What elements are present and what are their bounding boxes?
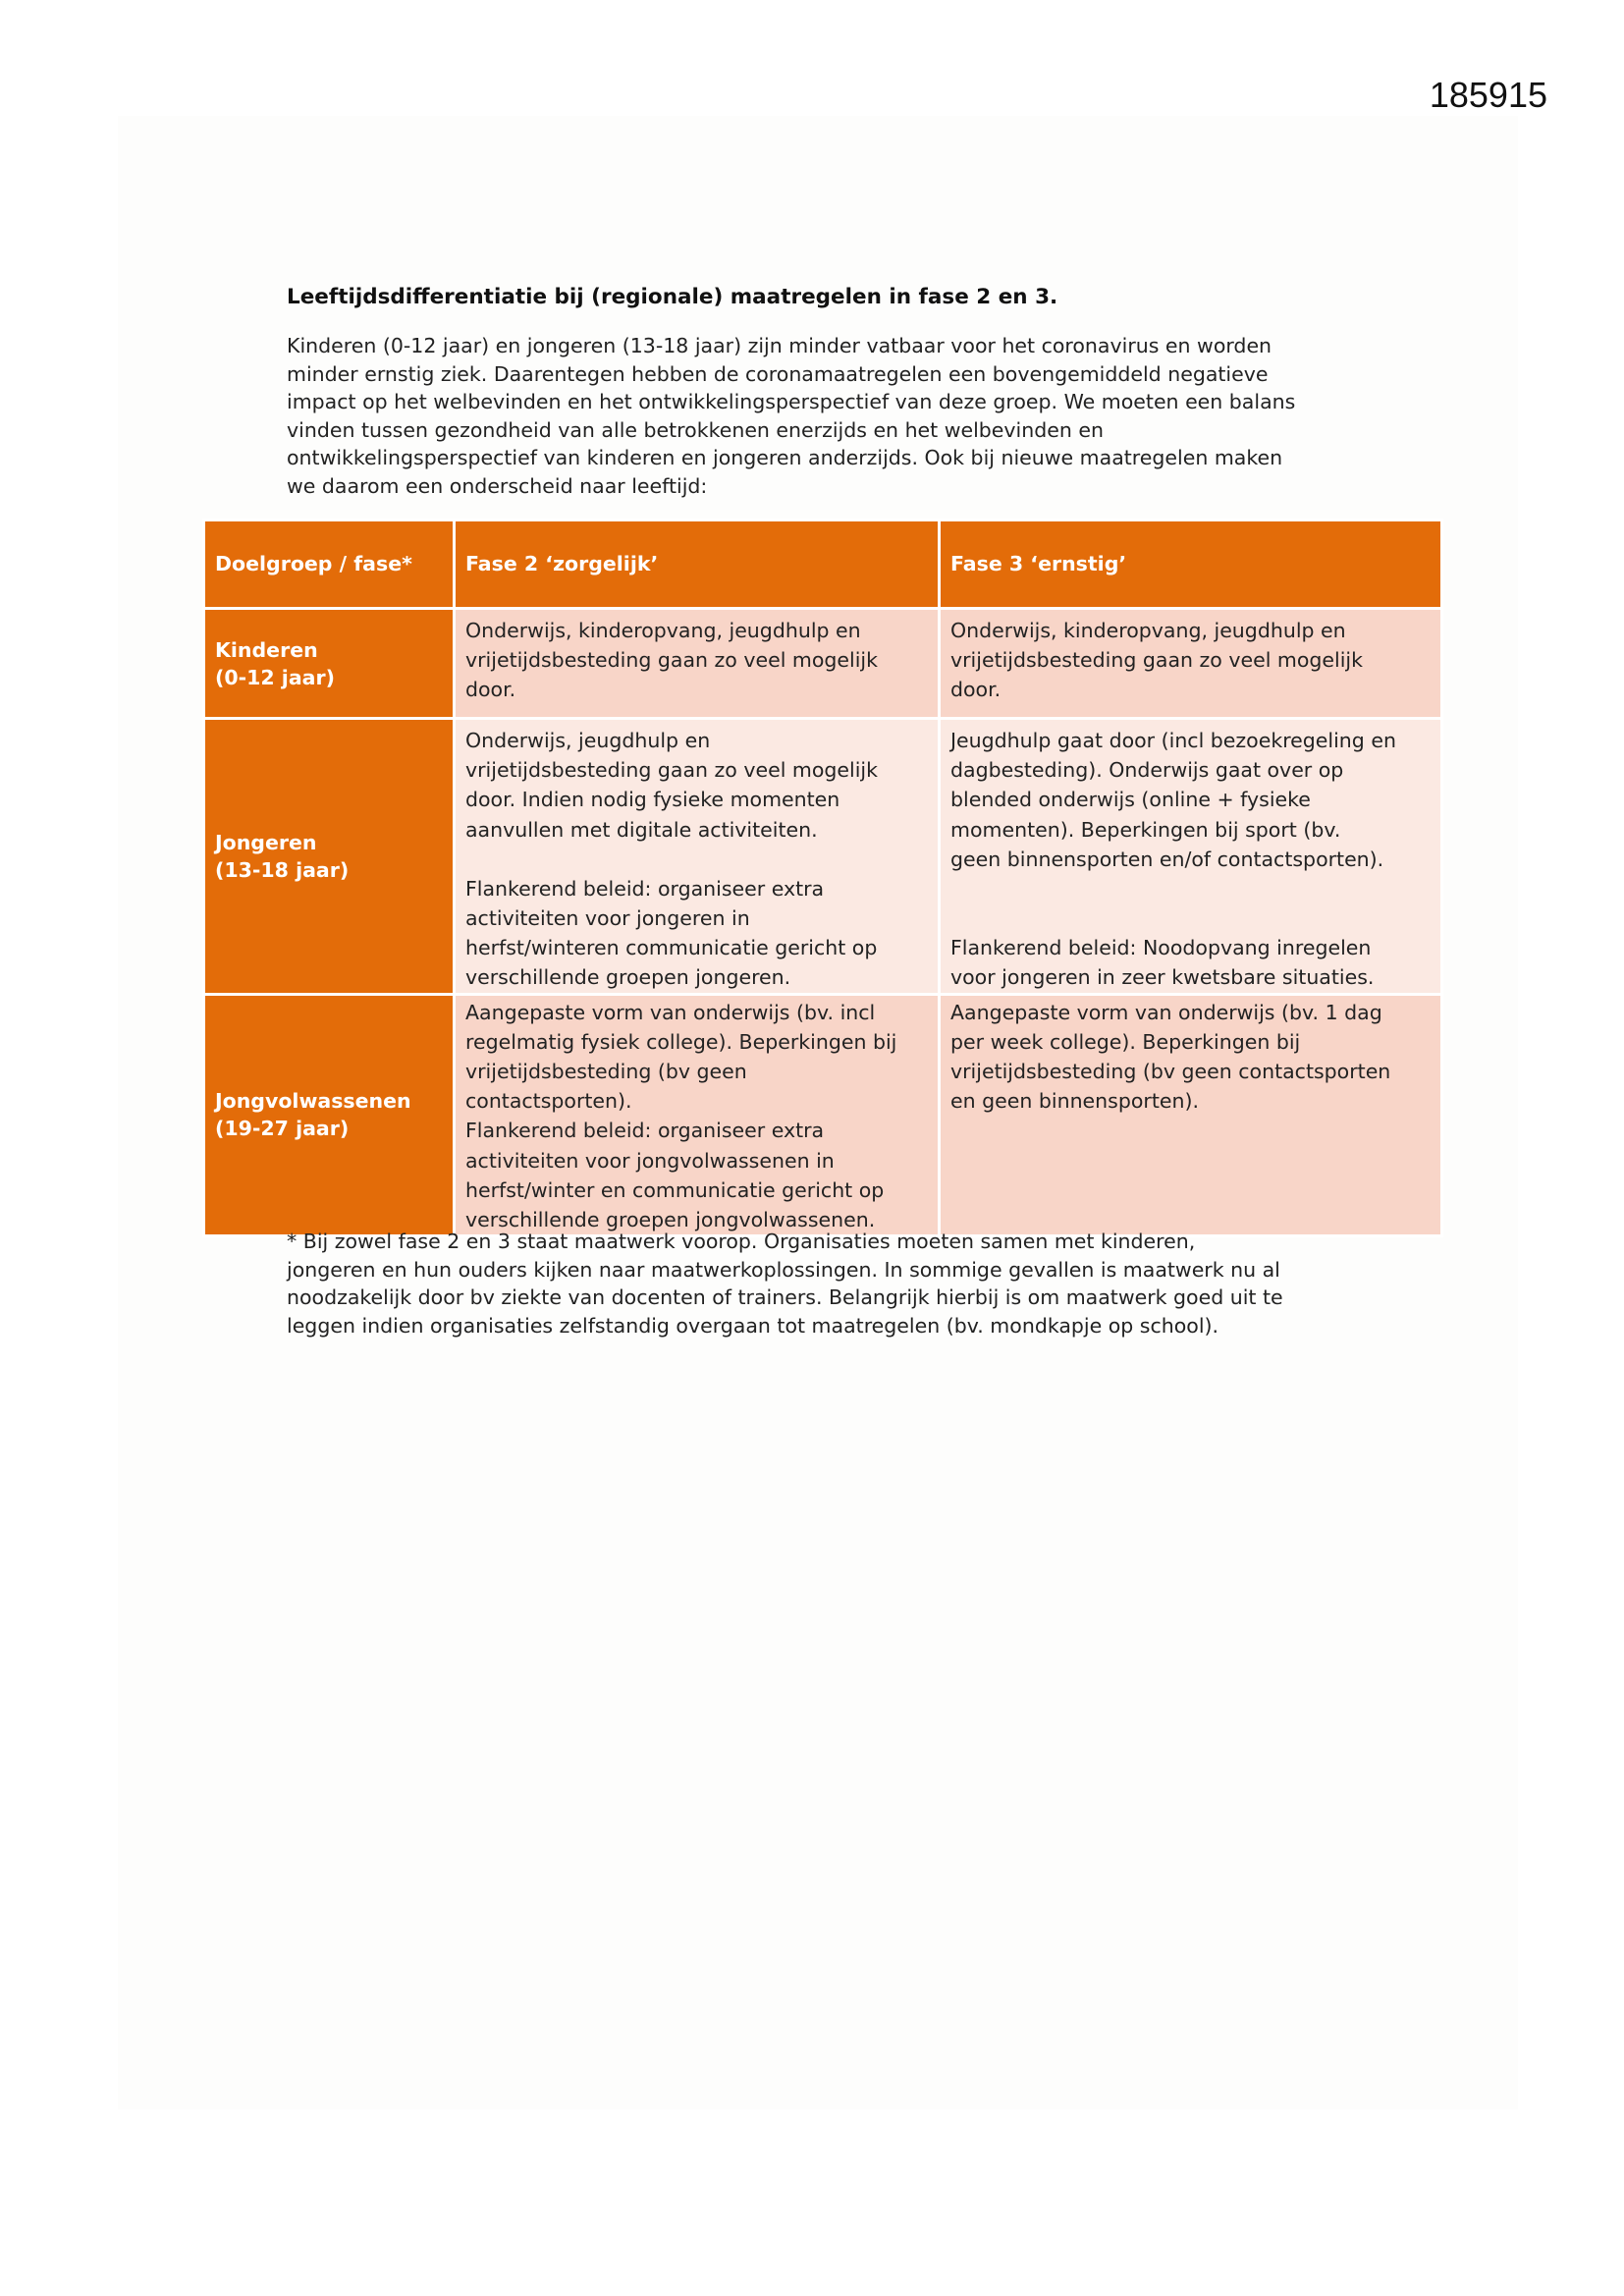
intro-line: ontwikkelingsperspectief van kinderen en jongeren anderzijds. Ook bij nieuwe maatregelen maken [287,446,1283,469]
cell-phase-3 [940,994,1442,1236]
cell-line: dagbesteding). Onderwijs gaat over op [950,758,1344,783]
cell-line: Aangepaste vorm van onderwijs (bv. incl [465,1000,876,1024]
cell-line: vrijetijdsbesteding (bv geen [465,1060,747,1084]
cell-line: vrijetijdsbesteding gaan zo veel mogelijk [465,648,878,673]
cell-line: momenten). Beperkingen bij sport (bv. [950,817,1341,842]
table-row-jongeren [204,719,1442,995]
intro-line: vinden tussen gezondheid van alle betrokkenen enerzijds en het welbevinden en [287,417,1104,442]
cell-phase-2 [455,994,940,1236]
cell-phase-3 [940,609,1442,719]
cell-line: vrijetijdsbesteding (bv geen contactsporten [950,1060,1391,1084]
group-name: Jongeren [215,830,317,854]
group-age: (19-27 jaar) [215,1117,350,1141]
cell-line: verschillende groepen jongvolwassenen. [465,1208,876,1232]
group-cell-kinderen [204,609,455,719]
cell-line: regelmatig fysiek college). Beperkingen bij [465,1029,897,1054]
intro-line: minder ernstig ziek. Daarentegen hebben de coronamaatregelen een bovengemiddeld negatieve [287,361,1269,386]
cell-line: herfst/winter en communicatie gericht op [465,1177,885,1202]
cell-phase-2 [455,719,940,995]
cell-line: geen binnensporten en/of contactsporten). [950,847,1384,871]
intro-line: Kinderen (0-12 jaar) en jongeren (13-18 jaar) zijn minder vatbaar voor het coronavirus en worden [287,334,1272,357]
group-age: (0-12 jaar) [215,665,335,689]
document-id: 185915 [1429,75,1547,115]
cell-line: door. Indien nodig fysieke momenten [465,788,840,812]
measures-table [202,519,1443,1237]
footnote-line: leggen indien organisaties zelfstandig overgaan tot maatregelen (bv. mondkapje op school). [287,1313,1219,1338]
intro-paragraph [287,332,1367,500]
cell-line: herfst/winteren communicatie gericht op [465,936,878,960]
cell-line: Onderwijs, kinderopvang, jeugdhulp en [465,619,861,642]
header-phase-2: Fase 2 ‘zorgelijk’ [455,520,940,609]
cell-line: verschillende groepen jongeren. [465,965,791,990]
cell-gap [950,903,1431,933]
document-title: Leeftijdsdifferentiatie bij (regionale) maatregelen in fase 2 en 3. [287,285,1058,309]
cell-line: Aangepaste vorm van onderwijs (bv. 1 dag [950,1000,1382,1024]
cell-line: voor jongeren in zeer kwetsbare situaties. [950,965,1375,990]
group-cell-jongeren [204,719,455,995]
cell-line: Onderwijs, jeugdhulp en [465,729,711,752]
cell-line: vrijetijdsbesteding gaan zo veel mogelijk [465,758,878,783]
cell-line: contactsporten). [465,1089,632,1114]
cell-line: vrijetijdsbesteding gaan zo veel mogelijk [950,648,1363,673]
group-age: (13-18 jaar) [215,857,350,882]
header-target-group: Doelgroep / fase* [204,520,455,609]
group-cell-jongvolwassenen [204,994,455,1236]
footnote-line: jongeren en hun ouders kijken naar maatwerkoplossingen. In sommige gevallen is maatwerk nu al [287,1257,1280,1282]
footnote-line: * Bij zowel fase 2 en 3 staat maatwerk voorop. Organisaties moeten samen met kinderen, [287,1230,1196,1253]
cell-gap [465,845,928,874]
cell-line: door. [950,678,1001,702]
cell-phase-2 [455,609,940,719]
cell-line: activiteiten voor jongeren in [465,906,750,931]
footnote [287,1228,1283,1339]
intro-line: impact op het welbevinden en het ontwikkelingsperspectief van deze groep. We moeten een balans [287,390,1296,413]
cell-line: Flankerend beleid: Noodopvang inregelen [950,936,1372,960]
cell-line: Onderwijs, kinderopvang, jeugdhulp en [950,619,1346,642]
cell-line: Jeugdhulp gaat door (incl bezoekregeling en [950,729,1396,752]
cell-line: Flankerend beleid: organiseer extra [465,876,825,901]
header-phase-3: Fase 3 ‘ernstig’ [940,520,1442,609]
cell-gap [950,874,1431,903]
cell-line: blended onderwijs (online + fysieke [950,788,1311,812]
footnote-line: noodzakelijk door bv ziekte van docenten of trainers. Belangrijk hierbij is om maatwerk goed uit te [287,1285,1283,1309]
group-name: Kinderen [215,637,318,662]
table-row-jongvolwassenen [204,994,1442,1236]
cell-line: Flankerend beleid: organiseer extra [465,1119,825,1143]
table-header-row [204,520,1442,609]
cell-line: aanvullen met digitale activiteiten. [465,817,818,842]
cell-line: activiteiten voor jongvolwassenen in [465,1148,835,1173]
cell-line: en geen binnensporten). [950,1089,1199,1114]
table-row-kinderen [204,609,1442,719]
cell-phase-3 [940,719,1442,995]
group-name: Jongvolwassenen [215,1089,411,1114]
intro-line: we daarom een onderscheid naar leeftijd: [287,473,708,498]
cell-line: per week college). Beperkingen bij [950,1029,1301,1054]
cell-line: door. [465,678,516,702]
